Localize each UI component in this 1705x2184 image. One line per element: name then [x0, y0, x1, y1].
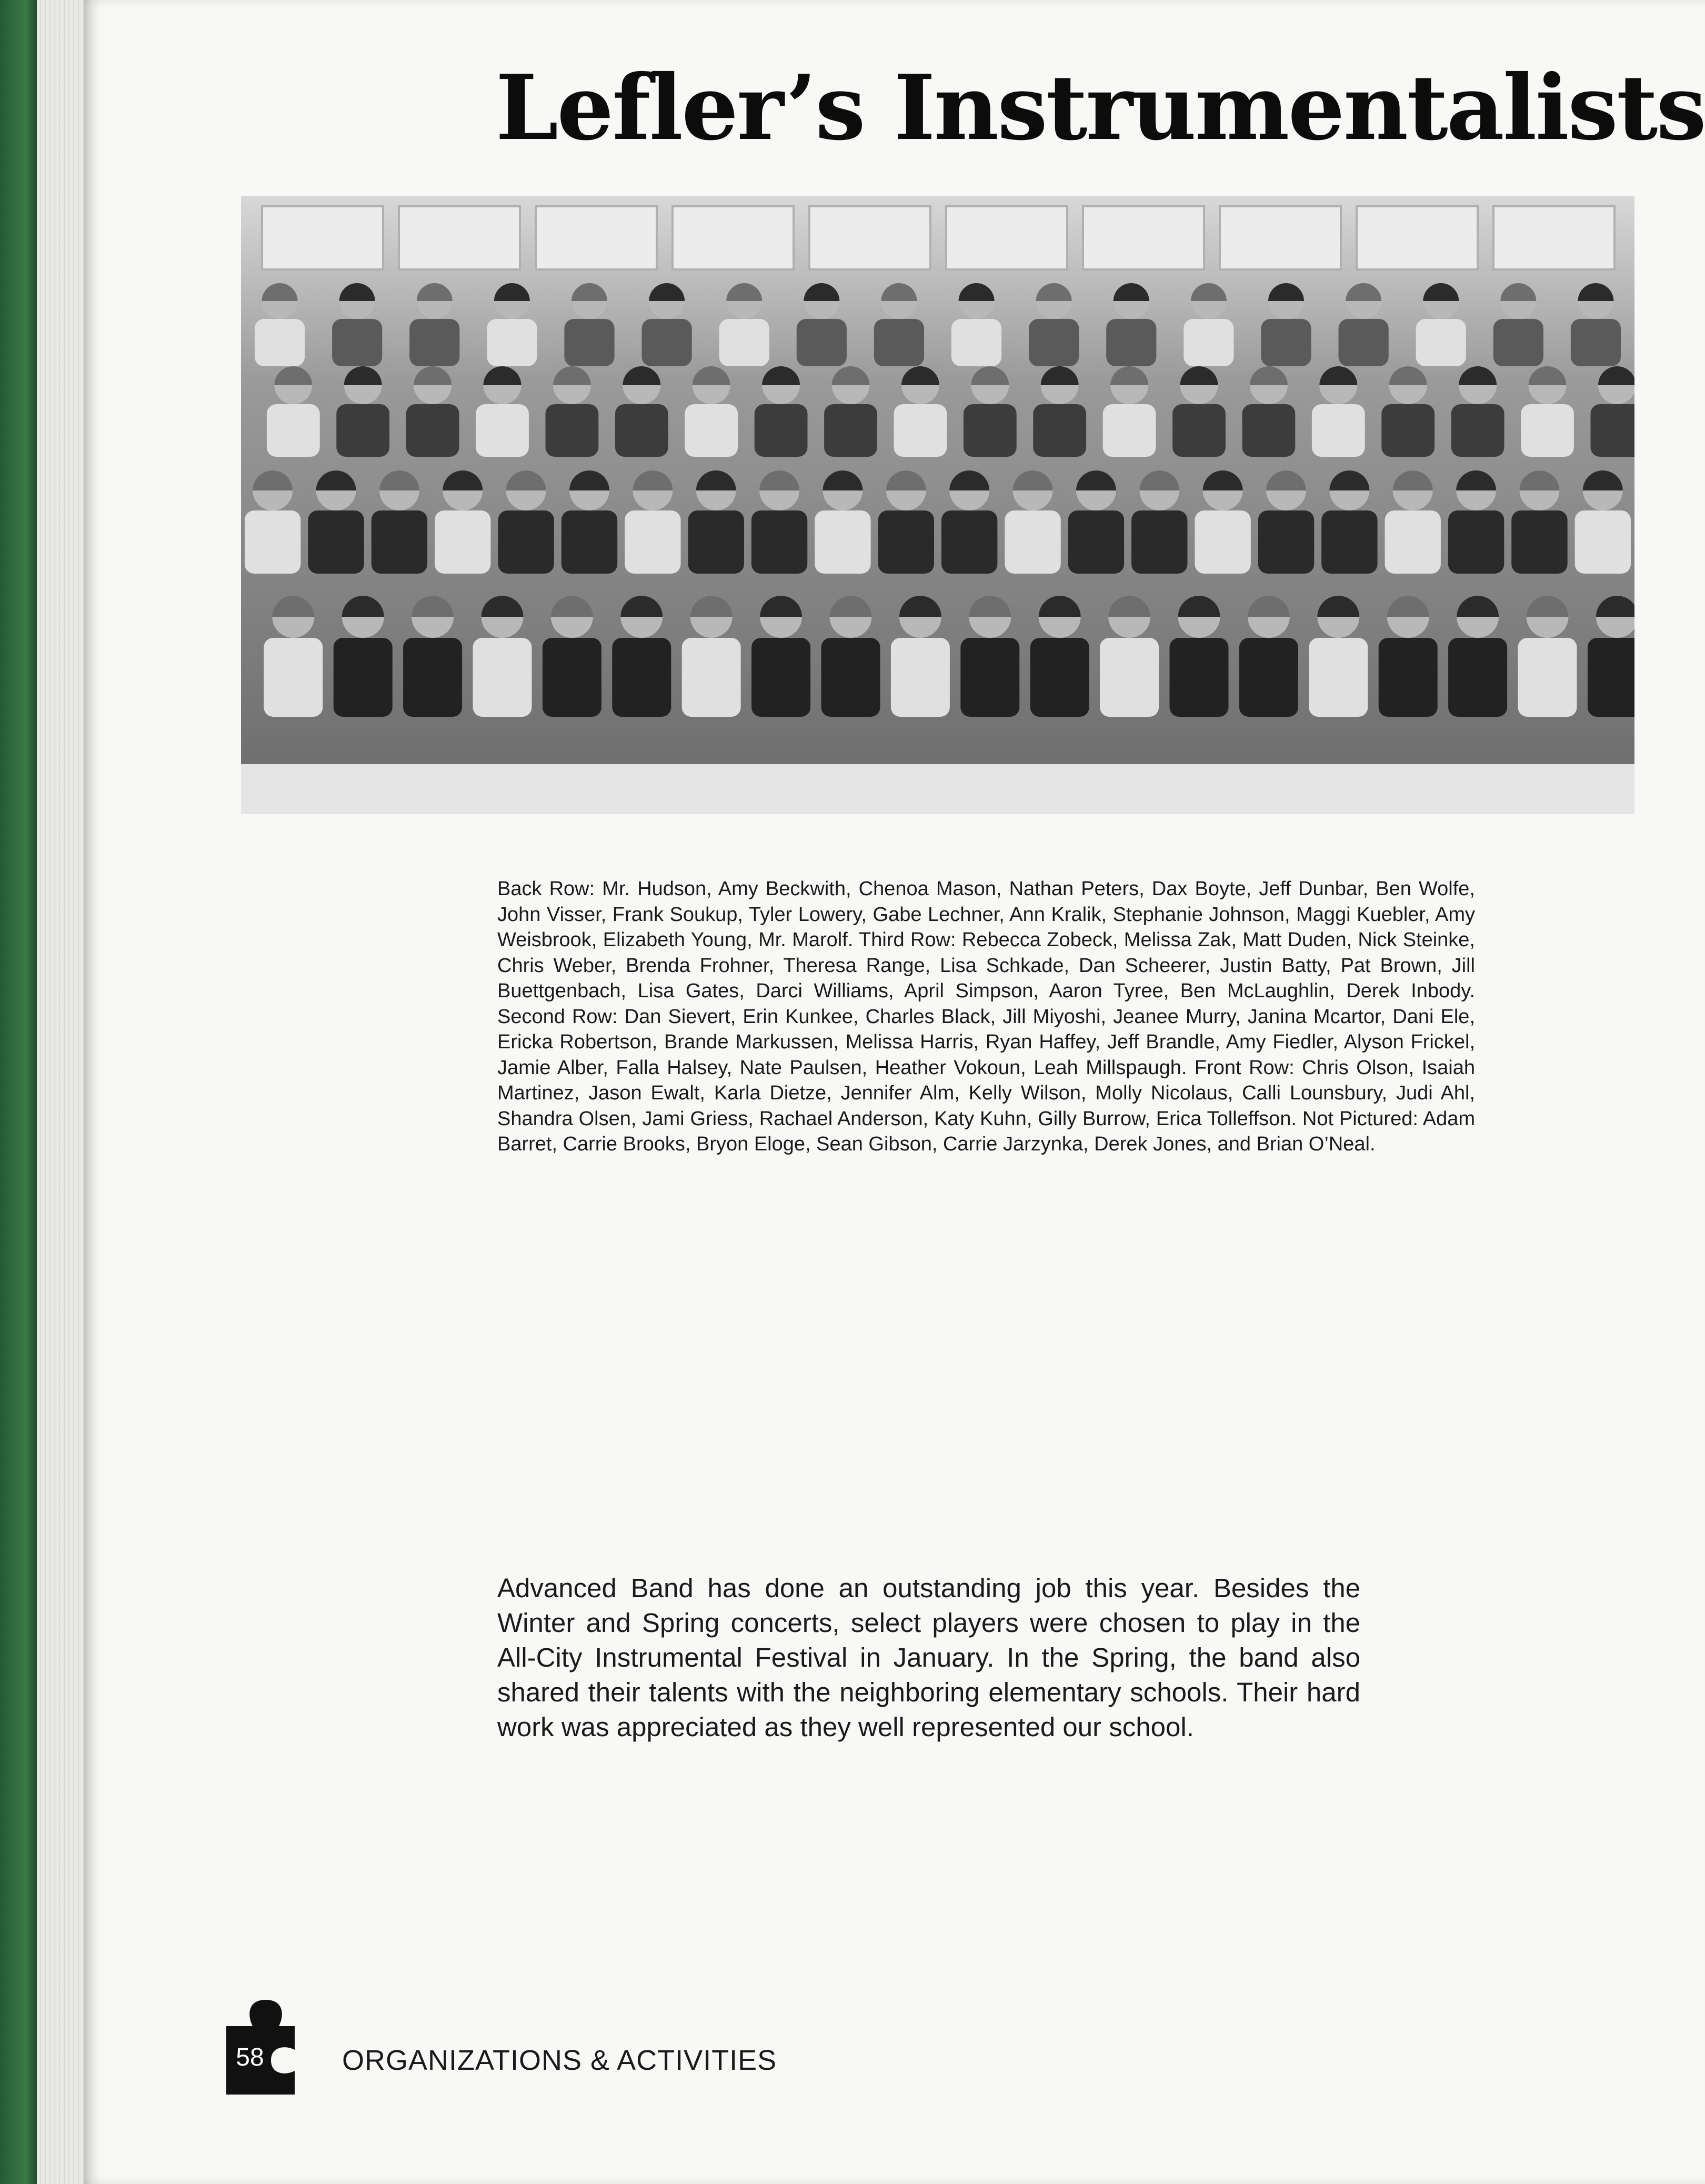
page-title: Lefler’s Instrumentalists [495, 55, 1705, 161]
band-group-photo [241, 196, 1634, 814]
book-cover-edge [0, 0, 37, 2184]
photo-caption: Back Row: Mr. Hudson, Amy Beckwith, Chenoa Mason, Nathan Peters, Dax Boyte, Jeff Dunbar, Ben Wolfe, John Visser, Frank Soukup, Tyler Lowery, Gabe Lechner, Ann Kralik, Stephanie Johnson, Maggi Kuebler, Amy Weisbrook, Elizabeth Young, Mr. Marolf. Third Row: Rebecca Zobeck, Melissa Zak, Matt Duden, Nick Steinke, Chris Weber, Brenda Frohner, Theresa Range, Lisa Schkade, Dan Scheerer, Justin Batty, Pat Brown, Jill Buettgenbach, Lisa Gates, Darci Williams, April Simpson, Aaron Tyree, Ben McLaughlin, Derek Inbody. Second Row: Dan Sievert, Erin Kunkee, Charles Black, Jill Miyoshi, Jeanee Murry, Janina Mcartor, Dani Ele, Ericka Robertson, Brande Markussen, Melissa Harris, Ryan Haffey, Jeff Brandle, Amy Fiedler, Alyson Frickel, Jamie Alber, Falla Halsey, Nate Paulsen, Heather Vokoun, Leah Millspaugh. Front Row: Chris Olson, Isaiah Martinez, Jason Ewalt, Karla Dietze, Jennifer Alm, Kelly Wilson, Molly Nicolaus, Calli Lounsbury, Judi Ahl, Shandra Olsen, Jami Griess, Rachael Anderson, Katy Kuhn, Gilly Burrow, Erica Tolleffson. Not Pictured: Adam Barret, Carrie Brooks, Bryon Eloge, Sean Gibson, Carrie Jarzynka, Derek Jones, and Brian O’Neal. [497, 878, 1475, 1155]
article-body: Advanced Band has done an outstanding job this year. Besides the Winter and Spring concerts, select players were chosen to play in the All-City Instrumental Festival in January. In the Spring, the band also shared their talents with the neighboring elementary schools. Their hard work was appreciated as they well represented our school. [497, 1573, 1360, 1742]
section-label: ORGANIZATIONS & ACTIVITIES [342, 2045, 777, 2076]
page-number: 58 [236, 2043, 264, 2071]
yearbook-page [84, 0, 1705, 2184]
